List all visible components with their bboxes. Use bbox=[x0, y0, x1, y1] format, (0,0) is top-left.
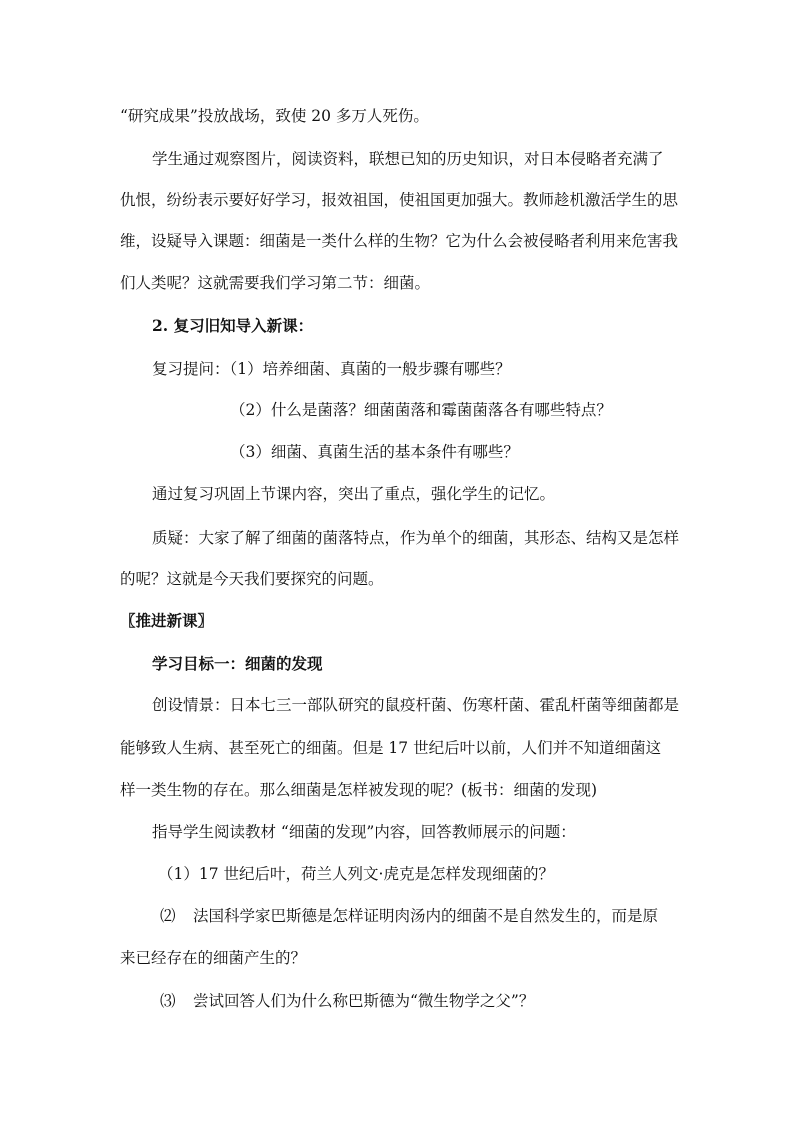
list-marker: ⑶ bbox=[160, 992, 176, 1010]
section-heading: 2. 复习旧知导入新课： bbox=[152, 316, 314, 335]
review-question: （2）什么是菌落？细菌菌落和霉菌菌落各有哪些特点？ bbox=[230, 401, 612, 419]
paragraph-line: 们人类呢？这就需要我们学习第二节：细菌。 bbox=[120, 274, 431, 292]
list-item: 法国科学家巴斯德是怎样证明肉汤内的细菌不是自然发生的，而是原 bbox=[193, 907, 659, 925]
section-heading: 〖推进新课〗 bbox=[120, 611, 214, 630]
review-question: 复习提问：（1）培养细菌、真菌的一般步骤有哪些？ bbox=[152, 360, 511, 378]
paragraph-line: “研究成果”投放战场，致使 20 多万人死伤。 bbox=[120, 107, 429, 125]
subsection-heading: 学习目标一：细菌的发现 bbox=[152, 654, 323, 673]
list-item: 尝试回答人们为什么称巴斯德为“微生物学之父”？ bbox=[193, 992, 535, 1010]
list-marker: ⑵ bbox=[160, 907, 176, 925]
paragraph-line: 样一类生物的存在。那么细菌是怎样被发现的呢？(板书：细菌的发现) bbox=[120, 781, 598, 799]
paragraph-line: 仇恨，纷纷表示要好好学习，报效祖国，使祖国更加强大。教师趁机激活学生的思 bbox=[120, 191, 679, 209]
paragraph-line: 创设情景：日本七三一部队研究的鼠疫杆菌、伤寒杆菌、霍乱杆菌等细菌都是 bbox=[152, 696, 680, 714]
list-item: 来已经存在的细菌产生的？ bbox=[120, 949, 307, 967]
paragraph-line: 能够致人生病、甚至死亡的细菌。但是 17 世纪后叶以前，人们并不知道细菌这 bbox=[120, 739, 662, 757]
paragraph-line: 学生通过观察图片，阅读资料，联想已知的历史知识，对日本侵略者充满了 bbox=[152, 150, 664, 168]
list-item: （1）17 世纪后叶，荷兰人列文·虎克是怎样发现细菌的？ bbox=[158, 865, 554, 883]
paragraph-line: 质疑：大家了解了细菌的菌落特点，作为单个的细菌，其形态、结构又是怎样 bbox=[152, 529, 680, 547]
paragraph-line: 指导学生阅读教材 “细菌的发现”内容，回答教师展示的问题： bbox=[152, 823, 576, 841]
paragraph-line: 通过复习巩固上节课内容，突出了重点，强化学生的记忆。 bbox=[152, 485, 556, 503]
paragraph-line: 的呢？这就是今天我们要探究的问题。 bbox=[120, 570, 384, 588]
paragraph-line: 维，设疑导入课题：细菌是一类什么样的生物？它为什么会被侵略者利用来危害我 bbox=[120, 232, 679, 250]
review-question: （3）细菌、真菌生活的基本条件有哪些？ bbox=[230, 443, 519, 461]
